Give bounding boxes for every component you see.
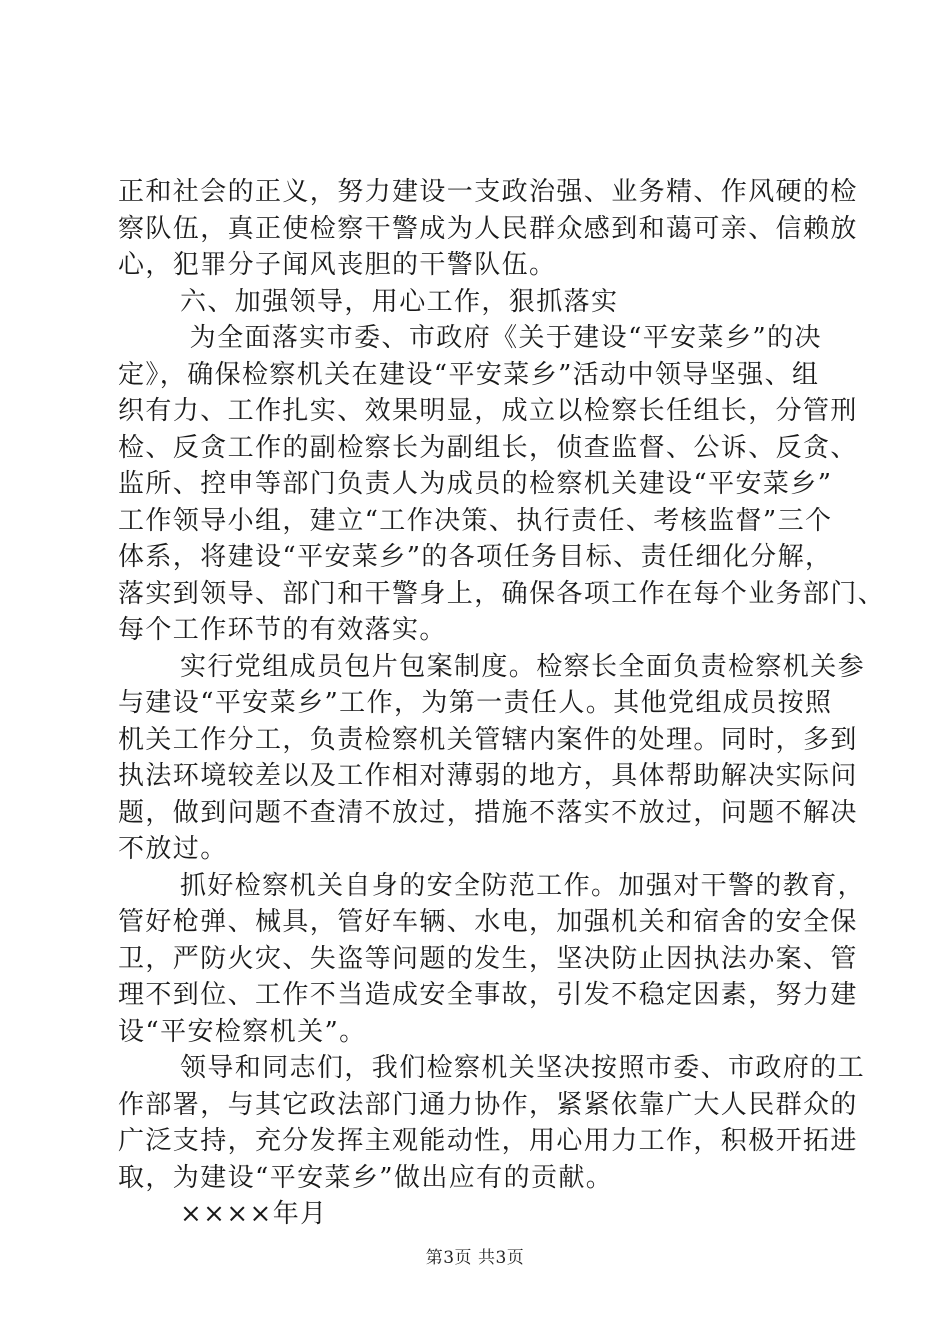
text-line: 理不到位、工作不当造成安全事故，引发不稳定因素，努力建 <box>118 980 858 1010</box>
text-line: 设“平安检察机关”。 <box>118 1016 367 1047</box>
text-line: 实行党组成员包片包案制度。检察长全面负责检察机关参 <box>180 651 866 682</box>
text-line: 心，犯罪分子闻风丧胆的干警队伍。 <box>118 250 557 280</box>
document-body <box>118 174 886 1233</box>
text-line: 卫，严防火灾、失盗等问题的发生，坚决防止因执法办案、管 <box>118 943 858 974</box>
text-line: 正和社会的正义，努力建设一支政治强、业务精、作风硬的检 <box>118 177 858 207</box>
text-line: 定》，确保检察机关在建设“平安菜乡”活动中领导坚强、组 <box>118 359 820 390</box>
section-heading: 六、加强领导，用心工作，狠抓落实 <box>180 286 619 317</box>
text-line: 监所、控申等部门负责人为成员的检察机关建设“平安菜乡” <box>118 469 833 499</box>
text-line: 执法环境较差以及工作相对薄弱的地方，具体帮助解决实际问 <box>118 761 858 791</box>
text-line: 作部署，与其它政法部门通力协作，紧紧依靠广大人民群众的 <box>118 1089 858 1120</box>
text-line: 织有力、工作扎实、效果明显，成立以检察长任组长，分管刑 <box>118 396 858 426</box>
text-line: 落实到领导、部门和干警身上，确保各项工作在每个业务部门、 <box>118 578 886 609</box>
text-line: 每个工作环节的有效落实。 <box>118 615 447 645</box>
text-line: 广泛支持，充分发挥主观能动性，用心用力工作，积极开拓进 <box>118 1126 858 1156</box>
text-line: 管好枪弹、械具，管好车辆、水电，加强机关和宿舍的安全保 <box>118 907 858 937</box>
text-line: 体系，将建设“平安菜乡”的各项任务目标、责任细化分解， <box>118 542 833 572</box>
text-line: 领导和同志们，我们检察机关坚决按照市委、市政府的工 <box>180 1053 866 1083</box>
text-line: 抓好检察机关自身的安全防范工作。加强对干警的教育， <box>180 870 866 901</box>
text-line: 工作领导小组，建立“工作决策、执行责任、考核监督”三个 <box>118 505 833 536</box>
text-line: 不放过。 <box>118 834 228 864</box>
text-line: 与建设“平安菜乡”工作，为第一责任人。其他党组成员按照 <box>118 688 833 718</box>
text-line: 察队伍，真正使检察干警成为人民群众感到和蔼可亲、信赖放 <box>118 213 858 244</box>
text-line: 机关工作分工，负责检察机关管辖内案件的处理。同时，多到 <box>118 724 858 755</box>
text-line: 为全面落实市委、市政府《关于建设“平安菜乡”的决 <box>180 323 822 353</box>
page-indicator: 第3页 共3页 <box>425 1248 525 1268</box>
text-line: 取，为建设“平安菜乡”做出应有的贡献。 <box>118 1162 614 1193</box>
text-line: 题，做到问题不查清不放过，措施不落实不放过，问题不解决 <box>118 797 858 828</box>
date-line: ××××年月 <box>180 1199 328 1229</box>
text-line: 检、反贪工作的副检察长为副组长，侦查监督、公诉、反贪、 <box>118 432 858 463</box>
